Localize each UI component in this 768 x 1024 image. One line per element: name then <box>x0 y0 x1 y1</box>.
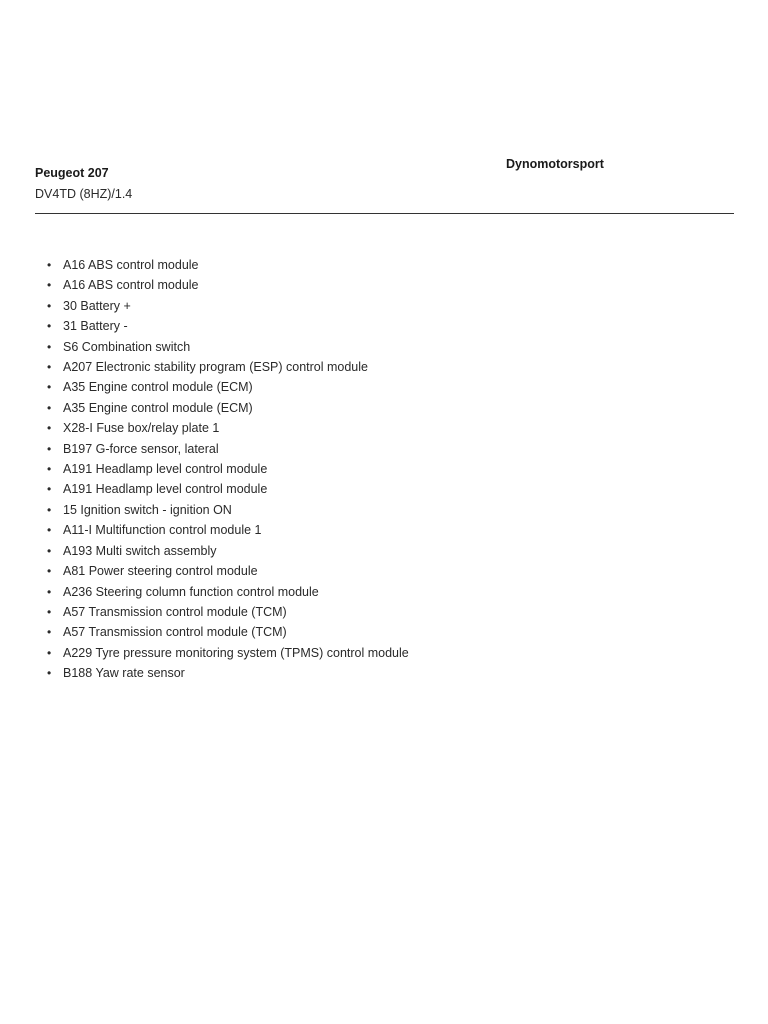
component-label: S6 Combination switch <box>63 339 191 354</box>
bullet-icon: • <box>47 258 52 272</box>
component-label: X28-I Fuse box/relay plate 1 <box>63 421 220 436</box>
component-label: 31 Battery - <box>63 319 128 334</box>
component-label: A16 ABS control module <box>63 258 199 272</box>
bullet-icon: • <box>47 625 52 640</box>
bullet-icon: • <box>47 380 52 395</box>
component-list-item <box>35 602 409 622</box>
component-list-item <box>35 255 409 275</box>
bullet-icon: • <box>47 400 52 415</box>
component-list-item <box>35 561 409 581</box>
engine-code: DV4TD (8HZ)/1.4 <box>35 187 133 201</box>
component-list-item <box>35 316 409 336</box>
component-label: A35 Engine control module (ECM) <box>63 380 253 395</box>
component-label: A229 Tyre pressure monitoring system (TPMS) control module <box>63 645 409 660</box>
component-label: A193 Multi switch assembly <box>63 543 217 558</box>
bullet-icon: • <box>47 319 52 334</box>
component-label: A11-I Multifunction control module 1 <box>63 523 262 538</box>
component-label: B197 G-force sensor, lateral <box>63 441 219 456</box>
component-label: 15 Ignition switch - ignition ON <box>63 502 232 517</box>
component-list-item <box>35 337 409 357</box>
header-divider <box>35 213 734 214</box>
bullet-icon: • <box>47 441 52 456</box>
component-list-item <box>35 377 409 397</box>
component-label: A191 Headlamp level control module <box>63 462 268 477</box>
component-list-item <box>35 643 409 663</box>
component-list-item <box>35 275 409 295</box>
bullet-icon: • <box>47 482 52 497</box>
component-list-item <box>35 439 409 459</box>
bullet-icon: • <box>47 666 52 681</box>
component-label: A16 ABS control module <box>63 278 199 293</box>
component-label: A207 Electronic stability program (ESP) control module <box>63 360 368 375</box>
component-label: A57 Transmission control module (TCM) <box>63 604 287 619</box>
bullet-icon: • <box>47 339 52 354</box>
bullet-icon: • <box>47 502 52 517</box>
component-label: A57 Transmission control module (TCM) <box>63 625 287 640</box>
component-list-item <box>35 479 409 499</box>
bullet-icon: • <box>47 523 52 538</box>
component-list-item <box>35 582 409 602</box>
component-label: A35 Engine control module (ECM) <box>63 400 253 415</box>
component-list-item <box>35 663 409 683</box>
vehicle-title: Peugeot 207 <box>35 166 109 180</box>
bullet-icon: • <box>47 564 52 579</box>
component-list-item <box>35 622 409 642</box>
bullet-icon: • <box>47 278 52 293</box>
bullet-icon: • <box>47 298 52 313</box>
component-label: A191 Headlamp level control module <box>63 482 268 497</box>
component-list-item <box>35 500 409 520</box>
component-label: A81 Power steering control module <box>63 564 258 579</box>
brand-name: Dynomotorsport <box>506 157 604 171</box>
component-list-item <box>35 541 409 561</box>
bullet-icon: • <box>47 360 52 375</box>
component-label: A236 Steering column function control module <box>63 584 319 599</box>
bullet-icon: • <box>47 645 52 660</box>
bullet-icon: • <box>47 543 52 558</box>
bullet-icon: • <box>47 604 52 619</box>
bullet-icon: • <box>47 584 52 599</box>
component-list-item <box>35 357 409 377</box>
bullet-icon: • <box>47 421 52 436</box>
component-label: 30 Battery + <box>63 298 131 313</box>
component-list-item <box>35 459 409 479</box>
component-label: B188 Yaw rate sensor <box>63 666 185 681</box>
component-list-item <box>35 398 409 418</box>
component-list-item <box>35 418 409 438</box>
component-list-item <box>35 520 409 540</box>
component-list <box>35 255 409 684</box>
bullet-icon: • <box>47 462 52 477</box>
component-list-item <box>35 296 409 316</box>
